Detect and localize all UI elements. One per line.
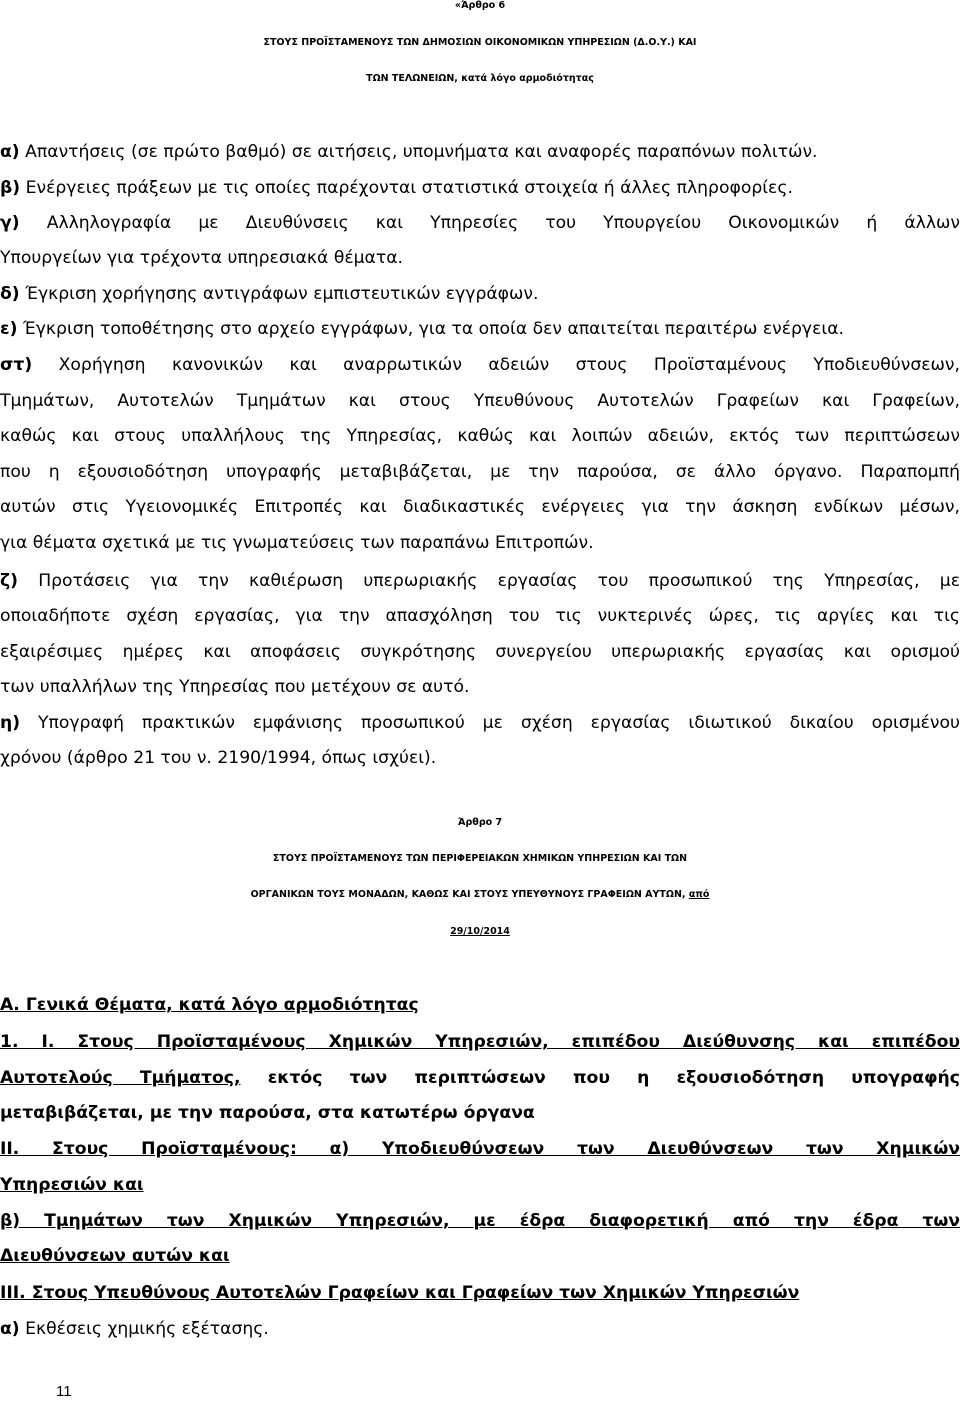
article-6-title-line-2: ΤΩΝ ΤΕΛΩΝΕΙΩΝ, κατά λόγο αρμοδιότητας — [366, 73, 594, 84]
item-eta — [0, 713, 960, 733]
item-label: α) — [0, 142, 20, 162]
paragraph-3-line-1: ΙΙΙ. Στους Υπευθύνους Αυτοτελών Γραφείων και Γραφείων των Χημικών Υπηρεσιών — [0, 1283, 800, 1303]
article-7-title-line-1: ΣΤΟΥΣ ΠΡΟΪΣΤΑΜΕΝΟΥΣ ΤΩΝ ΠΕΡΙΦΕΡΕΙΑΚΩΝ ΧΗΜΙΚΩΝ ΥΠΗΡΕΣΙΩΝ ΚΑΙ ΤΩΝ — [272, 853, 688, 864]
item-label: γ) — [0, 213, 20, 233]
paragraph-2-line-3: β) Τμημάτων των Χημικών Υπηρεσιών, με έδρα διαφορετική από την έδρα των — [0, 1211, 960, 1231]
title-tail: από — [688, 889, 710, 900]
title-main: ΟΡΓΑΝΙΚΩΝ ΤΟΥΣ ΜΟΝΑΔΩΝ, ΚΑΘΩΣ ΚΑΙ ΣΤΟΥΣ ΥΠΕΥΘΥΝΟΥΣ ΓΡΑΦΕΙΩΝ ΑΥΤΩΝ, — [250, 889, 686, 900]
item-stigma-line-2: Τμημάτων, Αυτοτελών Τμημάτων και στους Υπευθύνους Αυτοτελών Γραφείων και Γραφείων, — [0, 391, 960, 411]
text: εκτός των περιπτώσεων που η εξουσιοδότηση υπογραφής — [267, 1068, 960, 1088]
item-label: η) — [0, 713, 21, 733]
item-stigma-line-4: που η εξουσιοδότηση υπογραφής μεταβιβάζεται, με την παρούσα, σε άλλο όργανο. Παραπομπή — [0, 462, 960, 482]
item-alpha — [0, 142, 818, 162]
item-label: ε) — [0, 319, 18, 339]
item-label: ζ) — [0, 571, 19, 591]
paragraph-2-line-1: ΙΙ. Στους Προϊσταμένους: α) Υποδιευθύνσεων των Διευθύνσεων των Χημικών — [0, 1139, 960, 1159]
paragraph-1-line-2 — [0, 1068, 960, 1088]
item-label: α) — [0, 1319, 20, 1339]
item-zeta-line-3: εξαιρέσιμες ημέρες και αποφάσεις συγκρότησης συνεργείου υπερωριακής εργασίας και ορισμού — [0, 642, 960, 662]
item-text: Χορήγηση κανονικών και αναρρωτικών αδειών στους Προϊσταμένους Υποδιευθύνσεων, — [58, 355, 960, 375]
page-number: 11 — [56, 1383, 72, 1400]
article-6-heading: «Άρθρο 6 — [454, 0, 506, 11]
item-stigma-line-6: για θέματα σχετικά με τις γνωματεύσεις των παραπάνω Επιτροπών. — [0, 533, 594, 553]
item-delta — [0, 284, 538, 304]
item-stigma-line-3: καθώς και στους υπαλλήλους της Υπηρεσίας, καθώς και λοιπών αδειών, εκτός των περιπτώσεων — [0, 426, 960, 446]
item-beta — [0, 178, 793, 198]
item-text: Έγκριση τοποθέτησης στο αρχείο εγγράφων, για τα οποία δεν απαιτείται περαιτέρω ενέργεια. — [22, 319, 844, 339]
item-stigma — [0, 355, 960, 375]
section-a-heading: Α. Γενικά Θέματα, κατά λόγο αρμοδιότητας — [0, 995, 419, 1015]
paragraph-2-line-4: Διευθύνσεων αυτών και — [0, 1246, 230, 1266]
item-label: β) — [0, 178, 21, 198]
underlined-text: Αυτοτελούς Τμήματος, — [0, 1068, 241, 1088]
article-7-date: 29/10/2014 — [450, 926, 510, 937]
item-zeta-line-2: οποιαδήποτε σχέση εργασίας, για την απασχόληση του τις νυκτερινές ώρες, τις αργίες και τις — [0, 606, 960, 626]
item-label: στ) — [0, 355, 33, 375]
paragraph-1-line-1: 1. Ι. Στους Προϊσταμένους Χημικών Υπηρεσιών, επιπέδου Διεύθυνσης και επιπέδου — [0, 1032, 960, 1052]
item-zeta — [0, 571, 960, 591]
item-text: Ενέργειες πράξεων με τις οποίες παρέχονται στατιστικά στοιχεία ή άλλες πληροφορίες. — [25, 178, 793, 198]
item-eta-line-2: χρόνου (άρθρο 21 του ν. 2190/1994, όπως ισχύει). — [0, 748, 437, 768]
item-text: Απαντήσεις (σε πρώτο βαθμό) σε αιτήσεις, υπομνήματα και αναφορές παραπόνων πολιτών. — [25, 142, 818, 162]
paragraph-1-line-3: μεταβιβάζεται, με την παρούσα, στα κατωτέρω όργανα — [0, 1103, 535, 1123]
item-text: Εκθέσεις χημικής εξέτασης. — [25, 1319, 269, 1339]
article-7-heading: Άρθρο 7 — [457, 817, 503, 828]
item-epsilon — [0, 319, 844, 339]
item-gamma — [0, 213, 960, 233]
item-text: Αλληλογραφία με Διευθύνσεις και Υπηρεσίες του Υπουργείου Οικονομικών ή άλλων — [46, 213, 960, 233]
item-gamma-line-2: Υπουργείων για τρέχοντα υπηρεσιακά θέματα. — [0, 248, 404, 268]
item-stigma-line-5: αυτών στις Υγειονομικές Επιτροπές και διαδικαστικές ενέργειες για την άσκηση ενδίκων μέσων, — [0, 497, 960, 517]
article-7-title-line-2 — [0, 889, 960, 900]
item-label: δ) — [0, 284, 20, 304]
item-text: Προτάσεις για την καθιέρωση υπερωριακής εργασίας του προσωπικού της Υπηρεσίας, με — [38, 571, 960, 591]
item-a — [0, 1319, 269, 1339]
item-zeta-line-4: των υπαλλήλων της Υπηρεσίας που μετέχουν σε αυτό. — [0, 677, 470, 697]
item-text: Έγκριση χορήγησης αντιγράφων εμπιστευτικών εγγράφων. — [25, 284, 539, 304]
item-text: Υπογραφή πρακτικών εμφάνισης προσωπικού με σχέση εργασίας ιδιωτικού δικαίου ορισμένου — [38, 713, 960, 733]
paragraph-2-line-2: Υπηρεσιών και — [0, 1175, 144, 1195]
article-6-title-line-1: ΣΤΟΥΣ ΠΡΟΪΣΤΑΜΕΝΟΥΣ ΤΩΝ ΔΗΜΟΣΙΩΝ ΟΙΚΟΝΟΜΙΚΩΝ ΥΠΗΡΕΣΙΩΝ (Δ.Ο.Υ.) ΚΑΙ — [263, 37, 697, 48]
